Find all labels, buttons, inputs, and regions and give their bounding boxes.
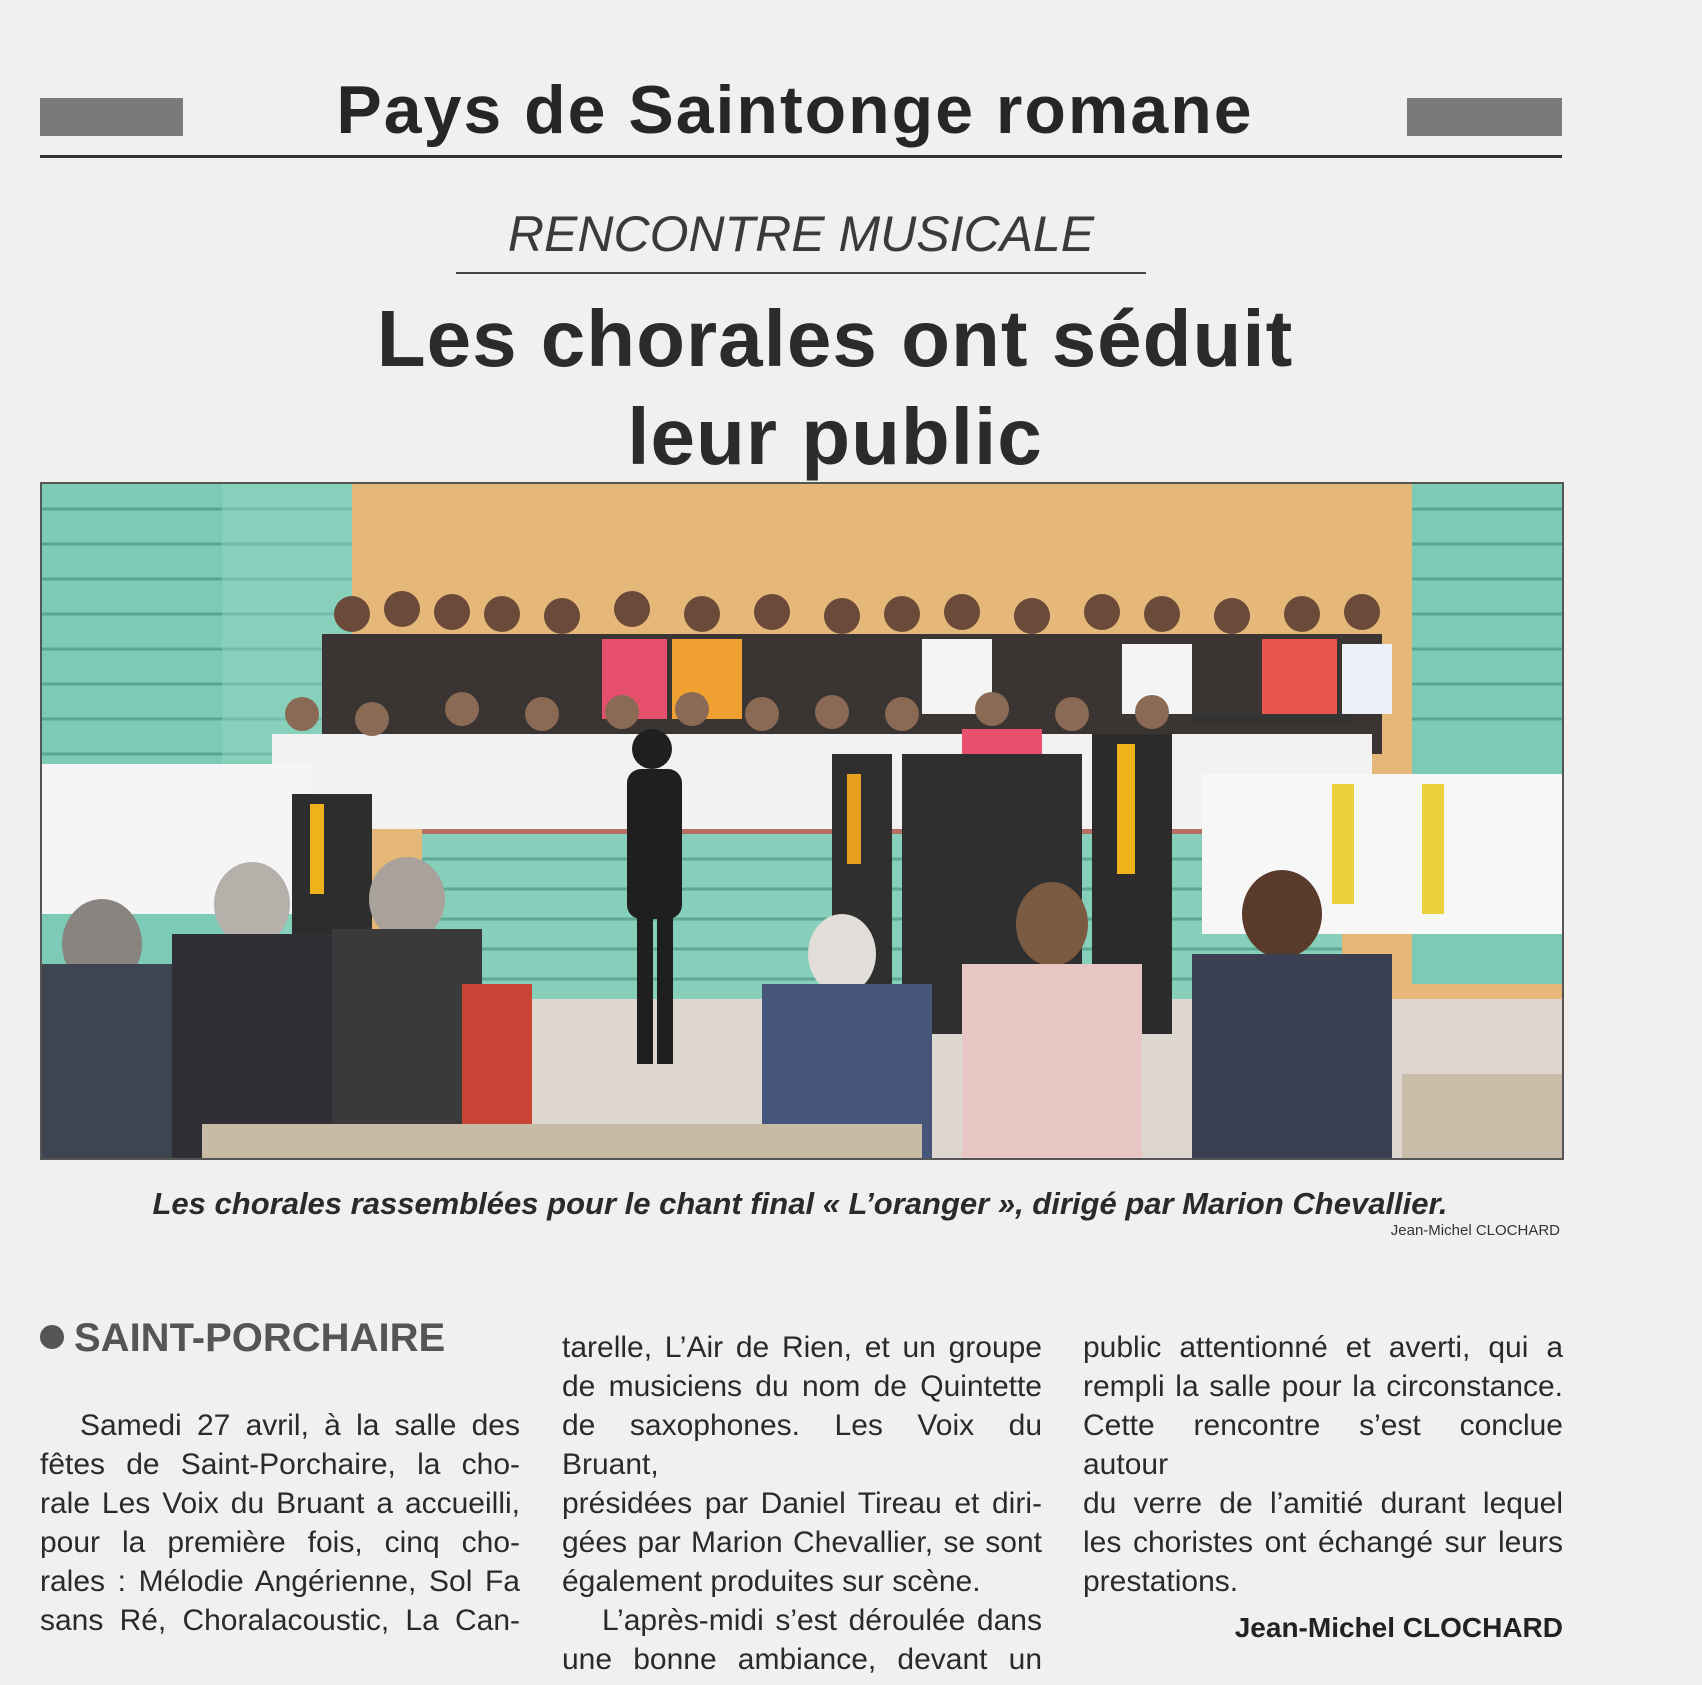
column-line: sans Ré, Choralacoustic, La Can- <box>40 1604 520 1637</box>
kicker-underline <box>456 272 1146 274</box>
column-line: de saxophones. Les Voix du Bruant, <box>562 1409 1042 1481</box>
column-line: les choristes ont échangé sur leurs <box>1083 1526 1563 1559</box>
column-line: rale Les Voix du Bruant a accueilli, <box>40 1487 520 1520</box>
column-line: présidées par Daniel Tireau et diri- <box>562 1487 1042 1520</box>
section-banner <box>40 60 1562 160</box>
photo-caption: Les chorales rassemblées pour le chant final « L’oranger », dirigé par Marion Chevallier. <box>152 1186 1448 1221</box>
column-line: fêtes de Saint-Porchaire, la cho- <box>40 1448 520 1481</box>
banner-bar-right <box>1407 98 1562 136</box>
column-line: tarelle, L’Air de Rien, et un groupe <box>562 1331 1042 1364</box>
column-line: rempli la salle pour la circonstance. <box>1083 1370 1563 1403</box>
banner-rule <box>40 155 1562 158</box>
author-byline: Jean-Michel CLOCHARD <box>1234 1612 1563 1643</box>
column-line: gées par Marion Chevallier, se sont <box>562 1526 1042 1559</box>
column-line: du verre de l’amitié durant lequel <box>1083 1487 1563 1520</box>
text-column-3 <box>1083 1328 1563 1601</box>
text-column-2 <box>562 1328 1042 1679</box>
column-line: L’après-midi s’est déroulée dans <box>602 1604 1042 1637</box>
headline-line-1: Les chorales ont séduit <box>376 294 1294 383</box>
column-line: une bonne ambiance, devant un <box>562 1643 1042 1676</box>
column-line: rales : Mélodie Angérienne, Sol Fa <box>40 1565 520 1598</box>
column-line: pour la première fois, cinq cho- <box>40 1526 520 1559</box>
column-line: public attentionné et averti, qui a <box>1083 1331 1563 1364</box>
column-line: Cette rencontre s’est conclue autour <box>1083 1409 1563 1481</box>
headline-line-2: leur public <box>627 392 1043 481</box>
text-column-1 <box>40 1406 520 1640</box>
article-headline <box>100 290 1570 486</box>
dateline-text: SAINT-PORCHAIRE <box>74 1316 446 1360</box>
photo-credit: Jean-Michel CLOCHARD <box>1390 1222 1560 1239</box>
section-title: Pays de Saintonge romane <box>336 72 1254 148</box>
column-line: prestations. <box>1083 1565 1239 1598</box>
dateline <box>40 1313 445 1363</box>
article-kicker: RENCONTRE MUSICALE <box>507 206 1095 262</box>
column-line: de musiciens du nom de Quintette <box>562 1370 1042 1403</box>
bullet-dot-icon <box>40 1325 64 1349</box>
column-line: Samedi 27 avril, à la salle des <box>80 1409 520 1442</box>
article-photo <box>40 482 1564 1160</box>
choir-photo-illustration <box>42 484 1562 1158</box>
banner-bar-left <box>40 98 183 136</box>
column-line: également produites sur scène. <box>562 1565 981 1598</box>
